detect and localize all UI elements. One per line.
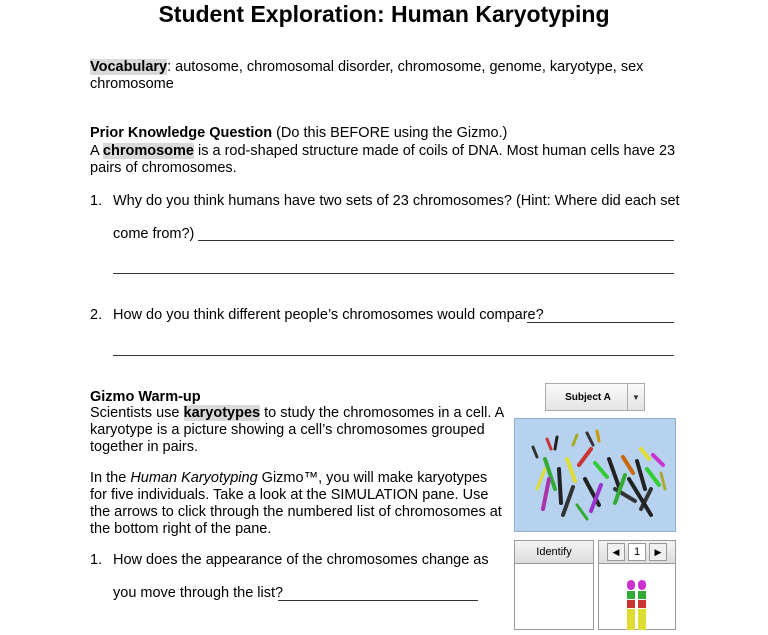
chromosome-number: 1 [628, 543, 646, 561]
vocabulary-line-2: chromosome [90, 76, 174, 92]
identify-tab[interactable]: Identify [515, 541, 593, 564]
answer-line[interactable] [527, 322, 674, 323]
prior-text-post: is a rod-shaped structure made of coils of DNA. Most human cells have 23 [193, 143, 676, 159]
karyotypes-term: karyotypes [183, 405, 261, 421]
warmup-text: Gizmo™, you will make karyotypes [257, 470, 488, 486]
identify-panel [514, 540, 594, 630]
warmup-question-text-continued: you move through the list? [113, 585, 284, 601]
warmup-p1-line-3: together in pairs. [90, 439, 199, 455]
question-number: 1. [90, 193, 103, 209]
warmup-p2-line-4: the bottom right of the pane. [90, 521, 272, 537]
simulation-pane [514, 418, 676, 532]
vocabulary-line-1 [90, 59, 643, 76]
warmup-p1-line-2: karyotype is a picture showing a cell’s chromosomes grouped [90, 422, 485, 438]
chromosome-list-panel [598, 540, 676, 630]
prior-text-line-1 [90, 143, 675, 160]
vocabulary-label: Vocabulary [90, 59, 168, 75]
answer-line[interactable] [113, 355, 674, 356]
warmup-text: to study the chromosomes in a cell. A [260, 405, 505, 421]
question-1-text: Why do you think humans have two sets of 23 chromosomes? (Hint: Where did each set [113, 193, 680, 209]
subject-select-value: Subject A [565, 392, 611, 403]
warmup-p1-line-1 [90, 405, 504, 422]
chromosome-spread [515, 419, 675, 531]
warmup-heading: Gizmo Warm-up [90, 389, 201, 405]
prior-knowledge-note: (Do this BEFORE using the Gizmo.) [272, 125, 508, 141]
warmup-question-text: How does the appearance of the chromosomes change as [113, 552, 489, 568]
previous-arrow-icon[interactable]: ◀ [607, 543, 625, 561]
answer-line[interactable] [113, 273, 674, 274]
warmup-text: Scientists use [90, 405, 184, 421]
question-2-text: How do you think different people’s chromosomes would compare? [113, 307, 544, 323]
chevron-down-icon[interactable]: ▼ [627, 384, 644, 410]
question-number: 1. [90, 552, 103, 568]
prior-knowledge-heading: Prior Knowledge Question [90, 125, 273, 141]
prior-text-pre: A [90, 143, 103, 159]
chromosome-nav [599, 541, 675, 564]
next-arrow-icon[interactable]: ▶ [649, 543, 667, 561]
chromosome-pair [599, 564, 675, 630]
answer-line[interactable] [198, 240, 674, 241]
warmup-p2-line-1 [90, 470, 487, 487]
subject-select[interactable] [545, 383, 645, 411]
warmup-text: In the [90, 470, 131, 486]
warmup-p2-line-2: for five individuals. Take a look at the SIMULATION pane. Use [90, 487, 489, 503]
question-1-text-continued: come from?) [113, 226, 195, 242]
gizmo-name: Human Karyotyping [130, 470, 258, 486]
page-title: Student Exploration: Human Karyotyping [158, 1, 610, 27]
warmup-p2-line-3: the arrows to click through the numbered list of chromosomes at [90, 504, 502, 520]
question-number: 2. [90, 307, 103, 323]
vocabulary-terms: : autosome, chromosomal disorder, chromosome, genome, karyotype, sex [167, 59, 644, 75]
answer-line[interactable] [278, 600, 478, 601]
prior-knowledge-heading-line [90, 125, 507, 142]
chromosome-term: chromosome [102, 143, 194, 159]
prior-text-line-2: pairs of chromosomes. [90, 160, 237, 176]
